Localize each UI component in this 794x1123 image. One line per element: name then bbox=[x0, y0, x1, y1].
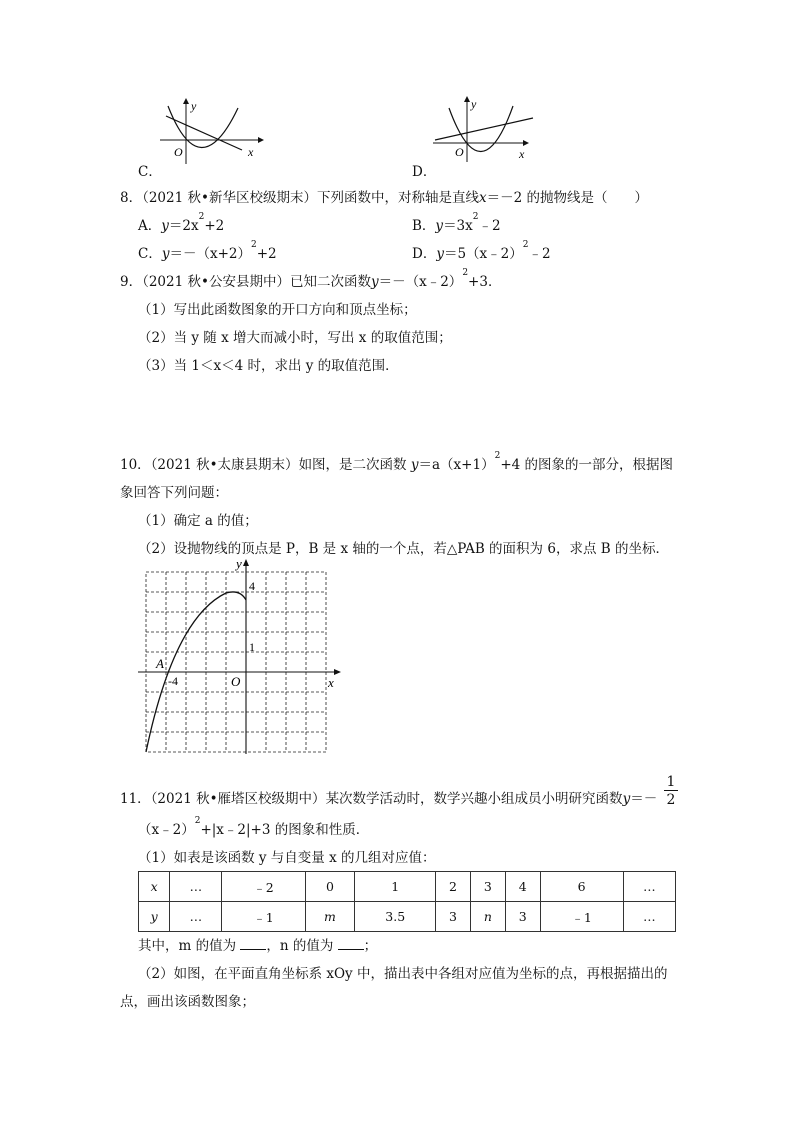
table-cell: 3.5 bbox=[355, 902, 436, 932]
question-9-part-1: （1）写出此函数图象的开口方向和顶点坐标； bbox=[138, 302, 417, 318]
table-cell: 1 bbox=[355, 872, 436, 902]
value-table bbox=[138, 871, 676, 932]
table-cell: … bbox=[623, 872, 675, 902]
answer-blank-m[interactable] bbox=[240, 937, 266, 950]
table-cell: m bbox=[305, 902, 355, 932]
table-cell: 0 bbox=[305, 872, 355, 902]
question-number: 11． bbox=[120, 791, 151, 807]
table-cell: … bbox=[170, 872, 222, 902]
question-number: 10． bbox=[120, 457, 151, 473]
option-d-graph bbox=[433, 96, 538, 164]
option-d-letter: D． bbox=[412, 164, 437, 180]
table-cell: y bbox=[139, 902, 170, 932]
answer-blank-n[interactable] bbox=[338, 937, 364, 950]
fraction-denominator: 2 bbox=[666, 792, 676, 808]
graph-label-x: x bbox=[328, 675, 334, 690]
question-10-graph bbox=[134, 558, 344, 758]
graph-label-y: y bbox=[236, 558, 242, 571]
axis-x-label: x bbox=[519, 147, 525, 161]
fraction-one-half bbox=[664, 774, 678, 809]
axis-x-label: x bbox=[248, 145, 254, 159]
question-10-stem-line-2: 象回答下列问题： bbox=[120, 485, 228, 501]
question-source: （2021 秋•雁塔区校级期中） bbox=[150, 791, 326, 807]
question-11-stem-line-2: （x﹣2）$^2$+|x﹣2|+3 的图象和性质． bbox=[138, 816, 370, 838]
table-row bbox=[139, 872, 676, 902]
option-d: D．y＝5（x﹣2）$^2$﹣2 bbox=[412, 240, 551, 262]
table-cell: 3 bbox=[470, 872, 505, 902]
option-a: A．$y=2x^2+2$ bbox=[138, 212, 225, 234]
origin-label: O bbox=[174, 145, 183, 159]
fraction-numerator: 1 bbox=[664, 774, 678, 791]
origin-label: O bbox=[455, 145, 464, 159]
graph-tick-4: 4 bbox=[249, 579, 255, 593]
question-9-part-2: （2）当 y 随 x 增大而减小时，写出 x 的取值范围； bbox=[138, 330, 452, 346]
graph-label-a: A bbox=[156, 656, 164, 671]
question-9-stem: 9．（2021 秋•公安县期中）已知二次函数y＝－（x﹣2）$^2$+3． bbox=[120, 268, 502, 290]
table-cell: ﹣2 bbox=[222, 872, 305, 902]
option-b: B．$y=3x^2﹣2$ bbox=[412, 212, 501, 234]
question-10-part-1: （1）确定 a 的值； bbox=[138, 513, 258, 529]
graph-tick-neg4: -4 bbox=[168, 674, 178, 688]
question-source: （2021 秋•新华区校级期末） bbox=[142, 190, 317, 206]
question-11-part-1: （1）如表是该函数 y 与自变量 x 的几组对应值： bbox=[138, 850, 436, 866]
question-number: 8． bbox=[120, 190, 143, 206]
table-cell: … bbox=[623, 902, 675, 932]
table-cell: … bbox=[170, 902, 222, 932]
table-cell: 6 bbox=[540, 872, 623, 902]
graph-tick-1: 1 bbox=[249, 640, 255, 654]
question-number: 9． bbox=[120, 274, 143, 290]
question-10-part-2: （2）设抛物线的顶点是 P，B 是 x 轴的一个点，若△PAB 的面积为 6，求点 B 的坐标． bbox=[138, 541, 669, 557]
question-source: （2021 秋•公安县期中） bbox=[142, 274, 290, 290]
option-c-letter: C． bbox=[138, 164, 162, 180]
table-cell: 3 bbox=[505, 902, 540, 932]
table-cell: ﹣1 bbox=[222, 902, 305, 932]
question-11-stem: 11．（2021 秋•雁塔区校级期中）某次数学活动时，数学兴趣小组成员小明研究函数y＝－ bbox=[120, 791, 658, 807]
axis-y-label: y bbox=[191, 99, 197, 113]
option-c: C．$y=-(x+2)^2+2$ bbox=[138, 240, 277, 262]
question-9-part-3: （3）当 1＜x＜4 时，求出 y 的取值范围． bbox=[138, 358, 399, 374]
table-cell: 4 bbox=[505, 872, 540, 902]
question-8-stem: 8．（2021 秋•新华区校级期末）下列函数中，对称轴是直线x＝－2 的抛物线是（ ） bbox=[120, 190, 648, 206]
table-cell: 3 bbox=[436, 902, 471, 932]
question-10-stem: 10．（2021 秋•太康县期末）如图，是二次函数 $y=a(x+1)^2+4$ 的图象的一部分，根据图 bbox=[120, 451, 674, 473]
table-cell: ﹣1 bbox=[540, 902, 623, 932]
table-cell: x bbox=[139, 872, 170, 902]
table-row bbox=[139, 902, 676, 932]
question-11-part-2-line-2: 点，画出该函数图象； bbox=[120, 994, 255, 1010]
table-cell: n bbox=[470, 902, 505, 932]
graph-label-origin: O bbox=[231, 674, 241, 689]
table-cell: 2 bbox=[436, 872, 471, 902]
question-source: （2021 秋•太康县期末） bbox=[150, 457, 299, 473]
question-11-part-2: （2）如图，在平面直角坐标系 xOy 中，描出表中各组对应值为坐标的点，再根据描出的 bbox=[138, 966, 668, 982]
axis-y-label: y bbox=[471, 97, 477, 111]
option-c-graph bbox=[160, 98, 265, 166]
fill-in-line: 其中，m 的值为 ，n 的值为 ； bbox=[138, 938, 378, 954]
